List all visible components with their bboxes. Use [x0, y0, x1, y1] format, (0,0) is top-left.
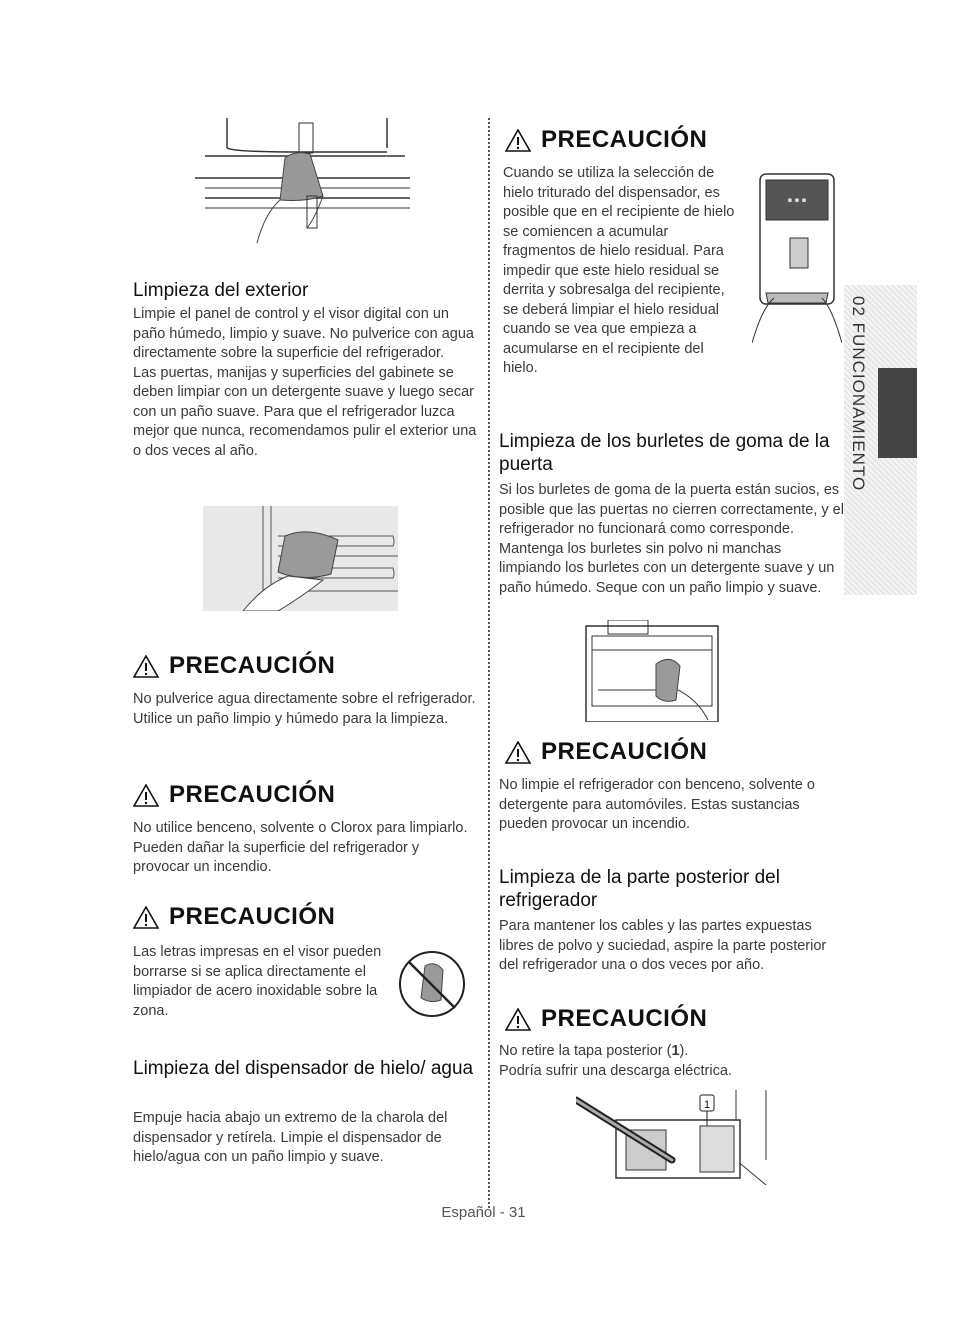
- exterior-body: [133, 305, 478, 461]
- page-footer: Español - 31: [441, 1204, 526, 1221]
- svg-text:▪ ▪ ▪: ▪ ▪ ▪: [787, 196, 807, 204]
- callout-number: 1: [703, 1099, 711, 1111]
- caution-text-left-1: No pulverice agua directamente sobre el refrigerador. Utilice un paño limpio y húmedo para la limpieza.: [133, 691, 476, 727]
- warning-triangle-icon: [505, 741, 531, 764]
- caution-title: PRECAUCIÓN: [169, 652, 336, 679]
- caution-line-2: Podría sufrir una descarga eléctrica.: [499, 1062, 732, 1079]
- dispenser-heading: Limpieza del dispensador de hielo/ agua: [133, 1058, 474, 1079]
- side-tab-label: 02 FUNCIONAMIENTO: [849, 296, 868, 492]
- warning-triangle-icon: [505, 129, 531, 152]
- exterior-heading: Limpieza del exterior: [133, 280, 309, 301]
- dispenser-body: Empuje hacia abajo un extremo de la charola del dispensador y retírela. Limpie el dispensador de hielo/agua con un paño limpio y suave.: [133, 1110, 448, 1165]
- exterior-paragraph-2: Las puertas, manijas y superficies del gabinete se deben limpiar con un detergente suave y luego secar con un paño suave. Para que el refrigerador luzca mejor que nunca, recomendamos pulir el exterior una o dos veces al año.: [133, 364, 477, 459]
- gaskets-heading: Limpieza de los burletes de goma de la puerta: [499, 431, 830, 475]
- warning-triangle-icon: [133, 784, 159, 807]
- exterior-panel-illustration: [195, 118, 410, 248]
- caution-line-1: No retire la tapa posterior (1).: [499, 1043, 689, 1059]
- caution-text-left-3: Las letras impresas en el visor pueden borrarse si se aplica directamente el limpiador de acero inoxidable sobre la zona.: [133, 944, 382, 1019]
- door-gasket-illustration: [578, 620, 726, 722]
- door-handle-illustration: [203, 506, 398, 611]
- column-divider: [488, 118, 490, 1208]
- ice-dispenser-illustration: [752, 168, 842, 343]
- exterior-paragraph-1: Limpie el panel de control y el visor digital con un paño húmedo, limpio y suave. No pulverice con agua directamente sobre la superficie del refrigerador.: [133, 306, 474, 361]
- back-body: Para mantener los cables y las partes expuestas libres de polvo y suciedad, aspire la parte posterior del refrigerador una o dos veces por año.: [499, 918, 827, 973]
- caution-text-right-2: No limpie el refrigerador con benceno, solvente o detergente para automóviles. Estas sustancias pueden provocar un incendio.: [499, 777, 815, 832]
- caution-title: PRECAUCIÓN: [169, 903, 336, 930]
- caution-header-right-1: [505, 126, 707, 154]
- caution-title: PRECAUCIÓN: [541, 738, 708, 765]
- caution-header-left-3: [133, 903, 335, 931]
- warning-triangle-icon: [133, 906, 159, 929]
- gaskets-body: Si los burletes de goma de la puerta están sucios, es posible que las puertas no cierren correctamente, y el refrigerador no funcionará como corresponde. Mantenga los burletes sin polvo ni manchas limpiando los burletes con un detergente suave y un paño húmedo. Seque con un paño limpio y suave.: [499, 482, 844, 596]
- caution-text-right-3: [499, 1042, 844, 1081]
- caution-header-right-3: [505, 1005, 707, 1033]
- caution-title: PRECAUCIÓN: [541, 1005, 708, 1032]
- caution-text-left-2: No utilice benceno, solvente o Clorox para limpiarlo. Pueden dañar la superficie del refrigerador y provocar un incendio.: [133, 820, 468, 875]
- caution-header-left-2: [133, 781, 335, 809]
- caution-title: PRECAUCIÓN: [541, 126, 708, 153]
- caution-text-right-1: Cuando se utiliza la selección de hielo triturado del dispensador, es posible que en el recipiente de hielo se comiencen a acumular fragmentos de hielo residual. Para impedir que este hielo residual se derrita y sobresalga del recipiente, se deberá limpiar el hielo residual cuando se vea que empieza a acumularse en el recipiente del hielo.: [503, 165, 735, 376]
- caution-title: PRECAUCIÓN: [169, 781, 336, 808]
- warning-triangle-icon: [505, 1008, 531, 1031]
- warning-triangle-icon: [133, 655, 159, 678]
- no-spray-icon: [397, 948, 467, 1020]
- back-heading: Limpieza de la parte posterior del refrigerador: [499, 867, 780, 911]
- back-cover-illustration: [576, 1090, 771, 1185]
- caution-header-right-2: [505, 738, 707, 766]
- side-tab-dark-block: [878, 368, 917, 458]
- caution-header-left-1: [133, 652, 335, 680]
